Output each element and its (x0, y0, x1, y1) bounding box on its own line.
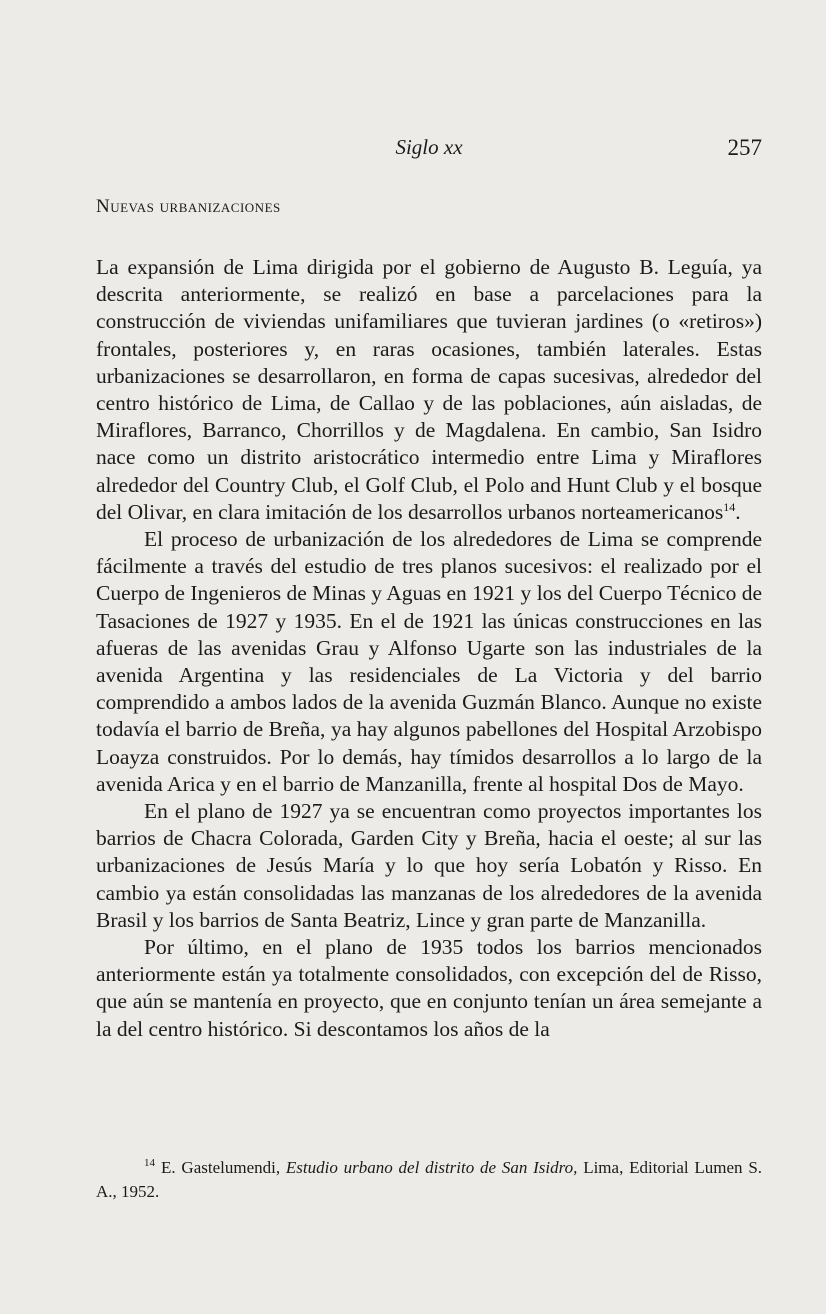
paragraph (96, 798, 762, 934)
paragraph (96, 526, 762, 798)
paragraph-text: En el plano de 1927 ya se encuentran como proyectos importantes los barrios de Chacra Colorada, Garden City y Breña, hacia el oeste; al sur las urbanizaciones de Jesús María y lo que hoy sería Lobatón y Risso. En cambio ya están consolidadas las manzanas de los alrededores de la avenida Brasil y los barrios de Santa Beatriz, Lince y gran parte de Manzanilla. (96, 799, 762, 932)
paragraph-text: La expansión de Lima dirigida por el gobierno de Augusto B. Leguía, ya descrita anteriormente, se realizó en base a parcelaciones para la construcción de viviendas unifamiliares que tuvieran jardines (o «retiros») frontales, posteriores y, en raras ocasiones, también laterales. Estas urbanizaciones se desarrollaron, en forma de capas sucesivas, alrededor del centro histórico de Lima, de Callao y de las poblaciones, aún aisladas, de Miraflores, Barranco, Chorrillos y de Magdalena. En cambio, San Isidro nace como un distrito aristocrático intermedio entre Lima y Miraflores alrededor del Country Club, el Golf Club, el Polo and Hunt Club y el bosque del Olivar, en clara imitación de los desarrollos urbanos norteamericanos (96, 255, 762, 524)
footnotes (96, 1156, 762, 1204)
page-number: 257 (727, 135, 762, 160)
footnote-number: 14 (144, 1157, 155, 1170)
section-heading: Nuevas urbanizaciones (96, 196, 281, 217)
footnote-title: Estudio urbano del distrito de San Isidro, (285, 1158, 578, 1177)
paragraph (96, 934, 762, 1043)
paragraph-text: Por último, en el plano de 1935 todos los barrios mencionados anteriormente están ya totalmente consolidados, con excepción del de Risso, que aún se mantenía en proyecto, que en conjunto tenían un área semejante a la del centro histórico. Si descontamos los años de la (96, 935, 762, 1041)
footnote-publisher: Lima, Editorial Lumen S. A., 1952. (96, 1158, 763, 1201)
body-text (96, 254, 762, 1043)
paragraph-end: . (735, 499, 741, 524)
footnote (96, 1156, 762, 1204)
paragraph (96, 254, 762, 526)
footnote-reference: 14 (723, 499, 736, 514)
running-title: Siglo xx (395, 135, 463, 159)
paragraph-text: El proceso de urbanización de los alrededores de Lima se comprende fácilmente a través del estudio de tres planos sucesivos: el realizado por el Cuerpo de Ingenieros de Minas y Aguas en 1921 y los del Cuerpo Técnico de Tasaciones de 1927 y 1935. En el de 1921 las únicas construcciones en las afueras de las avenidas Grau y Alfonso Ugarte son las industriales de la avenida Argentina y las residenciales de La Victoria y del barrio comprendido a ambos lados de la avenida Guzmán Blanco. Aunque no existe todavía el barrio de Breña, ya hay algunos pabellones del Hospital Arzobispo Loayza construidos. Por lo demás, hay tímidos desarrollos a lo largo de la avenida Arica y en el barrio de Manzanilla, frente al hospital Dos de Mayo. (96, 527, 762, 796)
running-head (96, 135, 762, 163)
footnote-author: E. Gastelumendi, (161, 1158, 281, 1177)
